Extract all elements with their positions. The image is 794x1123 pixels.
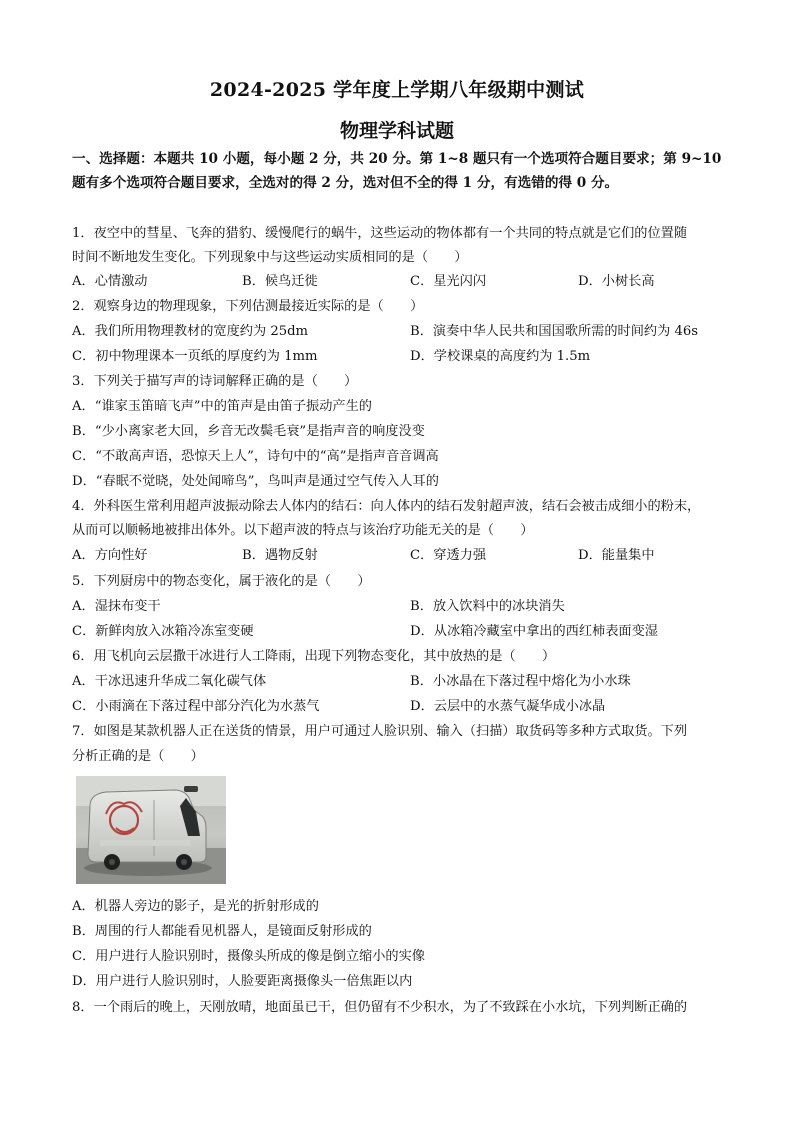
q3-option-a: A．“谁家玉笛暗飞声”中的笛声是由笛子振动产生的 bbox=[72, 399, 372, 414]
q2-stem: 2．观察身边的物理现象，下列估测最接近实际的是（ ） bbox=[72, 299, 424, 314]
q4-stem-line2: 从而可以顺畅地被排出体外。以下超声波的特点与该治疗功能无关的是（ ） bbox=[72, 523, 534, 538]
q5-option-a: A．湿抹布变干 bbox=[72, 599, 161, 614]
q4-stem-line1: 4．外科医生常利用超声波振动除去人体内的结石：向人体内的结石发射超声波，结石会被击成细小的粉末， bbox=[72, 499, 701, 514]
q6-option-d: D．云层中的水蒸气凝华成小冰晶 bbox=[410, 699, 606, 714]
q7-option-c: C．用户进行人脸识别时，摄像头所成的像是倒立缩小的实像 bbox=[72, 949, 425, 964]
q4-option-b: B．遇物反射 bbox=[242, 548, 318, 563]
section-instructions: 一、选择题：本题共 10 小题，每小题 2 分，共 20 分。第 1~8 题只有一个选项符合题目要求；第 9~10 题有多个选项符合题目要求，全选对的得 2 分，选对但不全的得 1 分，有选错的得 0 分。 bbox=[72, 151, 722, 191]
q1-option-b: B．候鸟迁徙 bbox=[242, 274, 318, 289]
q7-option-d: D．用户进行人脸识别时，人脸要距离摄像头一倍焦距以内 bbox=[72, 974, 413, 989]
q5-option-c: C．新鲜肉放入冰箱冷冻室变硬 bbox=[72, 624, 254, 639]
q7-option-a: A．机器人旁边的影子，是光的折射形成的 bbox=[72, 899, 319, 914]
exam-subject: 物理学科试题 bbox=[339, 120, 454, 142]
q3-option-d: D．“春眠不觉晓，处处闻啼鸟”，鸟叫声是通过空气传入人耳的 bbox=[72, 474, 439, 489]
exam-title: 2024-2025 学年度上学期八年级期中测试 bbox=[209, 79, 585, 101]
q7-option-b: B．周围的行人都能看见机器人，是镜面反射形成的 bbox=[72, 924, 372, 939]
q4-option-c: C．穿透力强 bbox=[410, 548, 487, 563]
q6-option-b: B．小冰晶在下落过程中熔化为小水珠 bbox=[410, 674, 631, 689]
q3-option-b: B．“少小离家老大回，乡音无改鬓毛衰”是指声音的响度没变 bbox=[72, 424, 425, 439]
q3-stem: 3．下列关于描写声的诗词解释正确的是（ ） bbox=[72, 374, 358, 389]
q6-stem: 6．用飞机向云层撒干冰进行人工降雨，出现下列物态变化，其中放热的是（ ） bbox=[72, 649, 556, 664]
q6-option-a: A．干冰迅速升华成二氧化碳气体 bbox=[72, 674, 267, 689]
q8-stem-line1: 8．一个雨后的晚上，天刚放晴，地面虽已干，但仍留有不少积水，为了不致踩在小水坑，下列判断正确的 bbox=[72, 1000, 688, 1015]
q1-option-a: A．心情激动 bbox=[72, 274, 148, 289]
q7-stem-line2: 分析正确的是（ ） bbox=[72, 749, 204, 764]
q4-option-d: D．能量集中 bbox=[578, 548, 655, 563]
q3-option-c: C．“不敢高声语，恐惊天上人”，诗句中的“高”是指声音音调高 bbox=[72, 449, 439, 464]
delivery-robot-illustration bbox=[76, 776, 226, 884]
q2-option-c: C．初中物理课本一页纸的厚度约为 1mm bbox=[72, 349, 318, 364]
q1-option-c: C．星光闪闪 bbox=[410, 274, 487, 289]
q1-stem-line2: 时间不断地发生变化。下列现象中与这些运动实质相同的是（ ） bbox=[72, 250, 468, 265]
q4-option-a: A．方向性好 bbox=[72, 548, 148, 563]
q2-option-a: A．我们所用物理教材的宽度约为 25dm bbox=[72, 324, 309, 339]
q7-stem-line1: 7．如图是某款机器人正在送货的情景，用户可通过人脸识别、输入（扫描）取货码等多种方式取货。下列 bbox=[72, 724, 688, 739]
q6-option-c: C．小雨滴在下落过程中部分汽化为水蒸气 bbox=[72, 699, 320, 714]
q1-stem-line1: 1．夜空中的彗星、飞奔的猎豹、缓慢爬行的蜗牛，这些运动的物体都有一个共同的特点就是它们的位置随 bbox=[72, 226, 688, 241]
q1-option-d: D．小树长高 bbox=[578, 274, 655, 289]
q2-option-b: B．演奏中华人民共和国国歌所需的时间约为 46s bbox=[410, 324, 698, 339]
q5-stem: 5．下列厨房中的物态变化，属于液化的是（ ） bbox=[72, 574, 371, 589]
q5-option-b: B．放入饮料中的冰块消失 bbox=[410, 599, 565, 614]
delivery-robot-photo bbox=[76, 776, 226, 884]
q5-option-d: D．从冰箱冷藏室中拿出的西红柿表面变湿 bbox=[410, 624, 658, 639]
q2-option-d: D．学校课桌的高度约为 1.5m bbox=[410, 349, 591, 364]
